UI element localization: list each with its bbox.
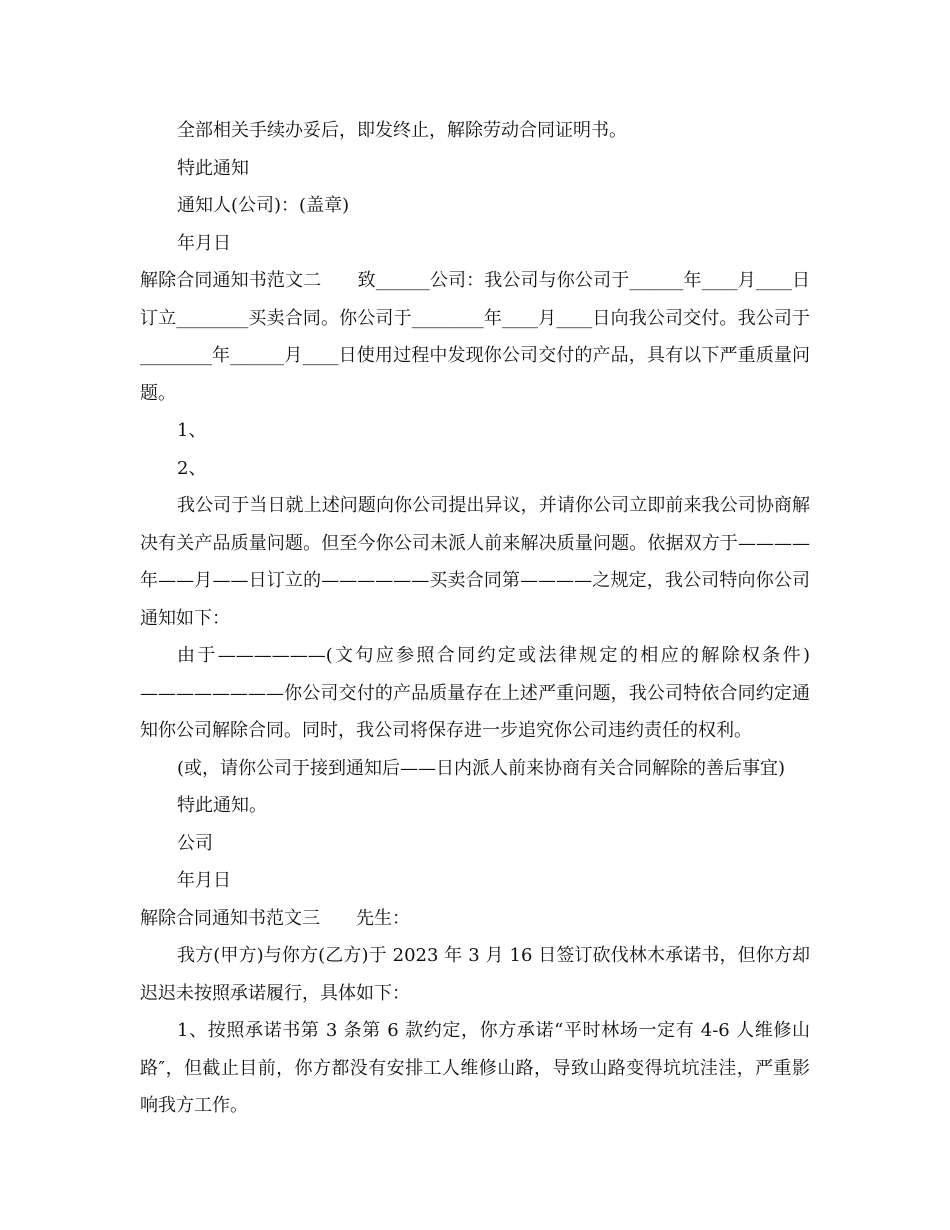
paragraph-notifier-company: 通知人(公司)：(盖章) (177, 195, 350, 216)
paragraph-hereby-notice-2: 特此通知。 (177, 795, 267, 816)
paragraph-alternative-clause: (或，请你公司于接到通知后——日内派人前来协商有关合同解除的善后事宜) (177, 757, 786, 779)
paragraph-procedures-done: 全部相关手续办妥后，即发终止，解除劳动合同证明书。 (177, 120, 627, 141)
paragraph-item-2: 2、 (177, 457, 207, 479)
paragraph-road-maintenance: 1、按照承诺书第 3 条第 6 款约定，你方承诺“平时林场一定有 4-6 人维修山路″，但截止目前，你方都没有安排工人维修山路，导致山路变得坑坑洼洼，严重影响我方工作。 (140, 1020, 810, 1116)
paragraph-objection: 我公司于当日就上述问题向你公司提出异议，并请你公司立即前来我公司协商解决有关产品质量问题。但至今你公司未派人前来解决质量问题。依据双方于————年——月——日订立的——————买卖合同第————之规定，我公司特向你公司通知如下： (140, 495, 810, 629)
document-body (140, 112, 810, 1125)
paragraph-agreement-signed: 我方(甲方)与你方(乙方)于 2023 年 3 月 16 日签订砍伐林木承诺书，但你方却迟迟未按照承诺履行，具体如下： (140, 945, 810, 1004)
paragraph-termination-reason: 由于——————(文句应参照合同约定或法律规定的相应的解除权条件)————————你公司交付的产品质量存在上述严重问题，我公司特依合同约定通知你公司解除合同。同时，我公司将保存进一步追究你公司违约责任的权利。 (140, 645, 810, 741)
paragraph-sample-three-heading: 解除合同通知书范文三 先生： (140, 907, 410, 929)
paragraph-sample-two-heading: 解除合同通知书范文二 致______公司：我公司与你公司于______年____月____日订立________买卖合同。你公司于________年____月____日向我公司交付。我公司于________年______月____日使用过程中发现你公司交付的产品，具有以下严重质量问题。 (140, 270, 810, 404)
paragraph-hereby-notice: 特此通知 (177, 157, 249, 179)
paragraph-item-1: 1、 (177, 420, 207, 441)
paragraph-company-signature: 公司 (177, 832, 213, 854)
paragraph-date-2: 年月日 (177, 870, 231, 891)
paragraph-date-1: 年月日 (177, 232, 231, 254)
